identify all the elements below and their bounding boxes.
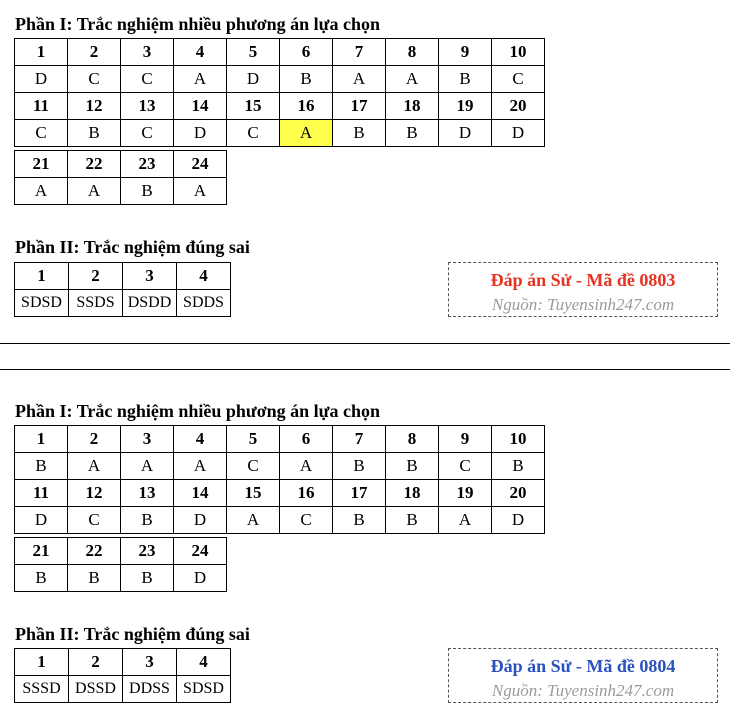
answer-cell: SDSD — [177, 676, 231, 703]
answer-cell: A — [280, 453, 333, 480]
question-number: 6 — [280, 426, 333, 453]
question-number: 2 — [68, 39, 121, 66]
question-number: 20 — [492, 480, 545, 507]
answer-cell: SSSD — [15, 676, 69, 703]
answer-section-0803 — [0, 0, 730, 330]
question-number: 4 — [177, 263, 231, 290]
answer-cell: SDDS — [177, 290, 231, 317]
answer-cell: B — [15, 565, 68, 592]
question-number: 24 — [174, 151, 227, 178]
question-number: 2 — [69, 263, 123, 290]
answer-cell: C — [68, 66, 121, 93]
answer-cell: B — [333, 507, 386, 534]
table-row — [15, 480, 545, 507]
answer-cell: B — [386, 453, 439, 480]
answer-cell: D — [227, 66, 280, 93]
answer-cell: A — [227, 507, 280, 534]
answer-cell: A — [121, 453, 174, 480]
answer-cell: B — [15, 453, 68, 480]
question-number: 16 — [280, 93, 333, 120]
answer-cell: C — [439, 453, 492, 480]
question-number: 2 — [69, 649, 123, 676]
question-number: 23 — [121, 151, 174, 178]
answer-cell: D — [439, 120, 492, 147]
source-credit: Nguồn: Tuyensinh247.com — [491, 295, 675, 314]
question-number: 22 — [68, 538, 121, 565]
table-row — [15, 649, 231, 676]
question-number: 10 — [492, 39, 545, 66]
answer-cell: C — [492, 66, 545, 93]
exam-code-title: Đáp án Sử - Mã đề 0803 — [490, 270, 676, 290]
question-number: 12 — [68, 480, 121, 507]
answer-cell: B — [333, 120, 386, 147]
exam-code-title: Đáp án Sử - Mã đề 0804 — [490, 656, 676, 676]
question-number: 20 — [492, 93, 545, 120]
table-row — [15, 507, 545, 534]
question-number: 21 — [15, 151, 68, 178]
question-number: 9 — [439, 39, 492, 66]
table-row — [15, 453, 545, 480]
question-number: 3 — [121, 426, 174, 453]
question-number: 1 — [15, 263, 69, 290]
answer-cell: A — [68, 453, 121, 480]
part1-heading: Phần I: Trắc nghiệm nhiều phương án lựa chọn — [15, 14, 380, 34]
question-number: 8 — [386, 39, 439, 66]
answer-cell: B — [386, 120, 439, 147]
part2-heading: Phần II: Trắc nghiệm đúng sai — [15, 624, 250, 644]
part2-heading: Phần II: Trắc nghiệm đúng sai — [15, 237, 250, 257]
question-number: 14 — [174, 480, 227, 507]
answer-cell: C — [68, 507, 121, 534]
question-number: 7 — [333, 426, 386, 453]
multiple-choice-table — [14, 38, 545, 147]
answer-cell: A — [68, 178, 121, 205]
answer-cell: B — [280, 66, 333, 93]
multiple-choice-table — [14, 425, 545, 534]
question-number: 15 — [227, 93, 280, 120]
question-number: 3 — [121, 39, 174, 66]
question-number: 18 — [386, 93, 439, 120]
question-number: 21 — [15, 538, 68, 565]
true-false-table — [14, 262, 231, 317]
answer-cell: C — [227, 120, 280, 147]
question-number: 13 — [121, 93, 174, 120]
question-number: 12 — [68, 93, 121, 120]
answer-cell: A — [439, 507, 492, 534]
question-number: 17 — [333, 480, 386, 507]
question-number: 23 — [121, 538, 174, 565]
question-number: 10 — [492, 426, 545, 453]
answer-section-0804 — [0, 387, 730, 724]
question-number: 19 — [439, 93, 492, 120]
answer-cell: SSDS — [69, 290, 123, 317]
answer-cell: B — [439, 66, 492, 93]
question-number: 18 — [386, 480, 439, 507]
section-divider — [0, 369, 730, 370]
question-number: 9 — [439, 426, 492, 453]
question-number: 17 — [333, 93, 386, 120]
multiple-choice-table-tail — [14, 150, 227, 205]
answer-cell: D — [174, 120, 227, 147]
answer-cell: DDSS — [123, 676, 177, 703]
question-number: 11 — [15, 480, 68, 507]
section-divider — [0, 343, 730, 344]
answer-cell: D — [492, 507, 545, 534]
table-row — [15, 120, 545, 147]
answer-cell: B — [68, 120, 121, 147]
answer-cell: A — [15, 178, 68, 205]
answer-cell: A — [174, 453, 227, 480]
question-number: 24 — [174, 538, 227, 565]
answer-cell: D — [15, 66, 68, 93]
table-row — [15, 565, 227, 592]
answer-cell: D — [15, 507, 68, 534]
exam-code-box — [448, 262, 718, 317]
question-number: 13 — [121, 480, 174, 507]
answer-cell: A — [174, 66, 227, 93]
question-number: 3 — [123, 263, 177, 290]
table-row — [15, 290, 231, 317]
answer-cell: C — [121, 120, 174, 147]
answer-cell: B — [386, 507, 439, 534]
table-row — [15, 676, 231, 703]
question-number: 22 — [68, 151, 121, 178]
part1-heading: Phần I: Trắc nghiệm nhiều phương án lựa chọn — [15, 401, 380, 421]
answer-cell: A — [386, 66, 439, 93]
question-number: 8 — [386, 426, 439, 453]
answer-cell: B — [121, 178, 174, 205]
question-number: 1 — [15, 39, 68, 66]
question-number: 1 — [15, 649, 69, 676]
question-number: 15 — [227, 480, 280, 507]
table-row — [15, 66, 545, 93]
answer-cell: DSDD — [123, 290, 177, 317]
answer-cell: D — [174, 507, 227, 534]
table-row — [15, 39, 545, 66]
multiple-choice-table-tail — [14, 537, 227, 592]
answer-cell: SDSD — [15, 290, 69, 317]
table-row — [15, 263, 231, 290]
question-number: 14 — [174, 93, 227, 120]
table-row — [15, 426, 545, 453]
question-number: 6 — [280, 39, 333, 66]
answer-cell: B — [121, 565, 174, 592]
table-row — [15, 538, 227, 565]
answer-cell: C — [15, 120, 68, 147]
answer-cell: B — [492, 453, 545, 480]
question-number: 7 — [333, 39, 386, 66]
question-number: 11 — [15, 93, 68, 120]
question-number: 4 — [174, 426, 227, 453]
question-number: 1 — [15, 426, 68, 453]
answer-cell: B — [333, 453, 386, 480]
question-number: 2 — [68, 426, 121, 453]
question-number: 4 — [174, 39, 227, 66]
table-row — [15, 151, 227, 178]
question-number: 5 — [227, 39, 280, 66]
answer-cell: C — [280, 507, 333, 534]
true-false-table — [14, 648, 231, 703]
answer-cell: B — [68, 565, 121, 592]
question-number: 4 — [177, 649, 231, 676]
answer-cell: D — [492, 120, 545, 147]
exam-code-box — [448, 648, 718, 703]
answer-cell: DSSD — [69, 676, 123, 703]
answer-cell-highlighted: A — [280, 120, 333, 147]
question-number: 19 — [439, 480, 492, 507]
question-number: 3 — [123, 649, 177, 676]
answer-cell: C — [121, 66, 174, 93]
question-number: 16 — [280, 480, 333, 507]
answer-cell: A — [333, 66, 386, 93]
answer-cell: D — [174, 565, 227, 592]
answer-cell: B — [121, 507, 174, 534]
answer-cell: C — [227, 453, 280, 480]
table-row — [15, 93, 545, 120]
question-number: 5 — [227, 426, 280, 453]
table-row — [15, 178, 227, 205]
source-credit: Nguồn: Tuyensinh247.com — [491, 681, 675, 700]
answer-cell: A — [174, 178, 227, 205]
